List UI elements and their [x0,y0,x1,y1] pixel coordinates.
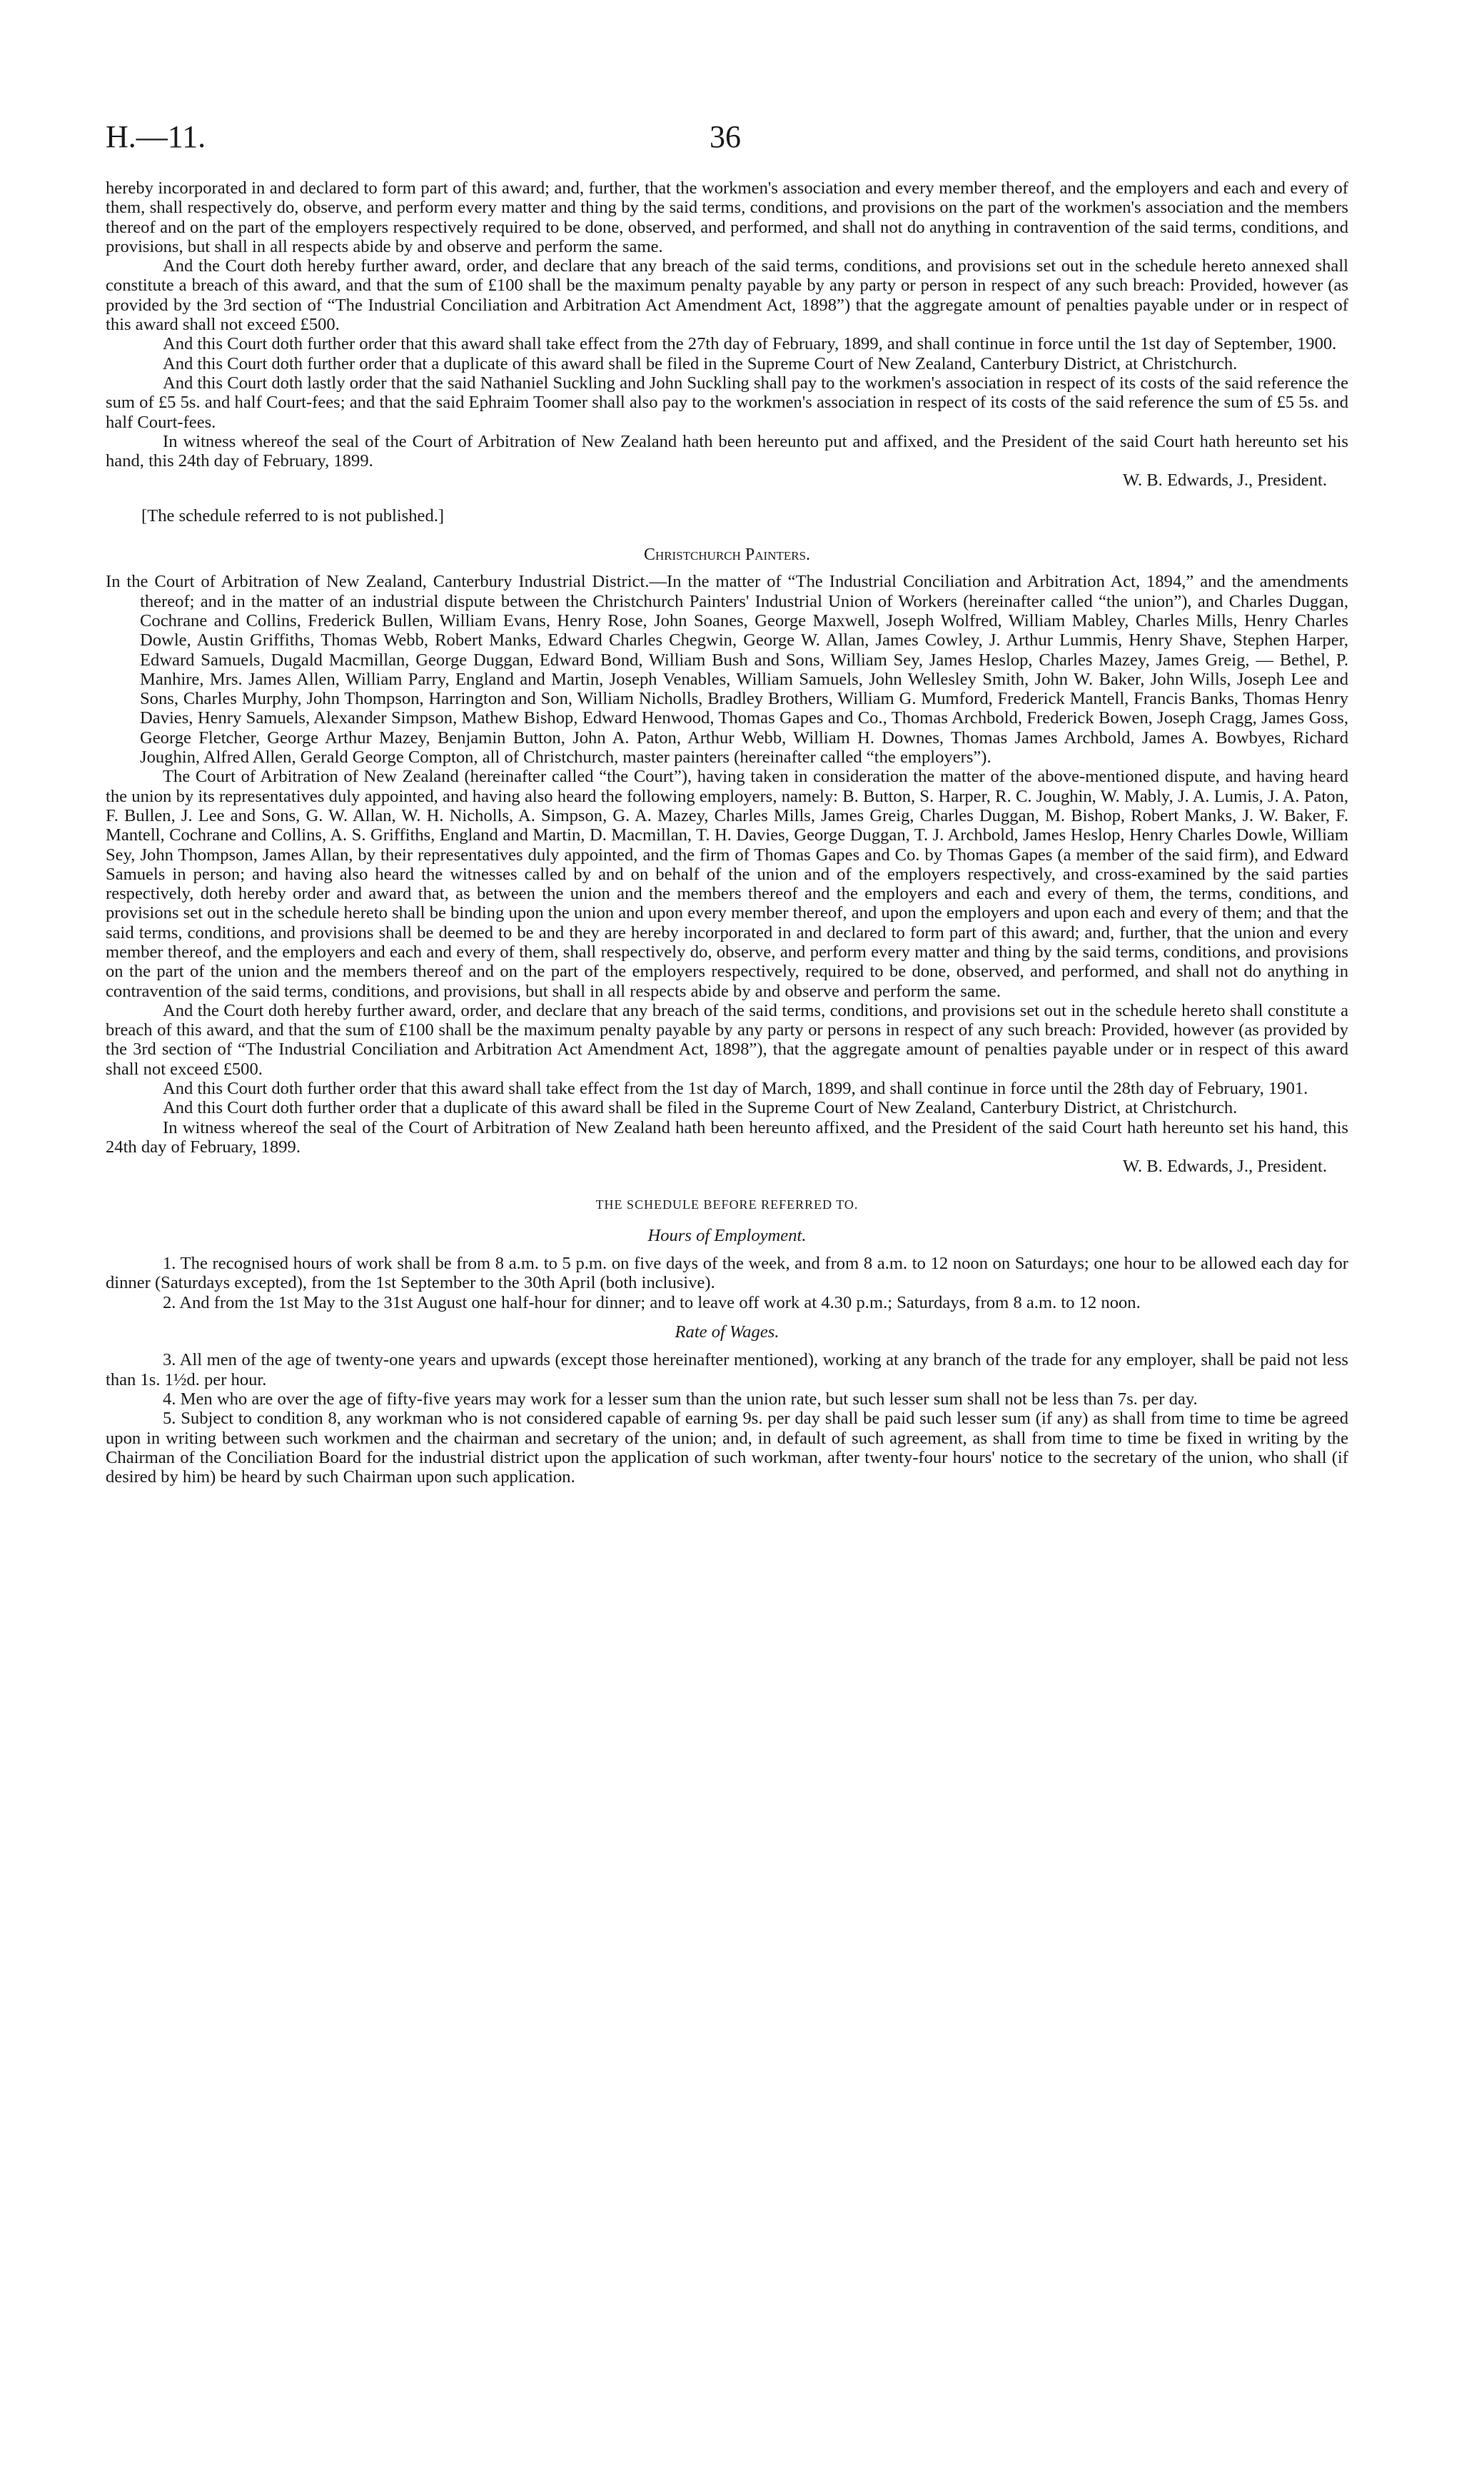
page-header [106,107,1348,178]
schedule-heading: THE SCHEDULE BEFORE REFERRED TO. [595,1197,859,1212]
paragraph-matter: In the Court of Arbitration of New Zealand, Canterbury Industrial District.—In the matter of “The Industrial Conciliation and Arbitration Act, 1894,” and the amendments thereof; and in the matter of an industrial dispute between the Christchurch Painters' Industrial Union of Workers (hereinafter called “the union”), and Charles Duggan, Cochrane and Collins, Frederick Bullen, William Evans, Henry Rose, John Soanes, George Maxwell, Joseph Wolfred, William Mabley, Charles Mills, Henry Charles Dowle, Austin Griffiths, Thomas Webb, Robert Manks, Edward Charles Chegwin, George W. Allan, James Cowley, J. Arthur Lummis, Henry Shave, Stephen Harper, Edward Samuels, Dugald Macmillan, George Duggan, Edward Bond, William Bush and Sons, William Sey, James Heslop, Charles Mazey, James Greig, — Bethel, P. Manhire, Mrs. James Allen, William Parry, England and Martin, Joseph Venables, William Samuels, John Wellesley Smith, John W. Baker, John Wills, Joseph Lee and Sons, Charles Murphy, John Thompson, Harrington and Son, William Nicholls, Bradley Brothers, William G. Mumford, Frederick Mantell, Francis Banks, Thomas Henry Davies, Henry Samuels, Alexander Simpson, Mathew Bishop, Edward Henwood, Thomas Gapes and Co., Thomas Archbold, Frederick Bowen, Joseph Cragg, James Goss, George Fletcher, George Arthur Mazey, Benjamin Button, John A. Paton, Arthur Webb, William H. Downes, Thomas James Archbold, James A. Bowbyes, Richard Joughin, Alfred Allen, Gerald George Compton, all of Christchurch, master painters (hereinafter called “the employers”). [106,572,1348,768]
schedule-note: [The schedule referred to is not published.] [141,506,445,526]
paragraph-duplicate-2: And this Court doth further order that a duplicate of this award shall be filed in the Supreme Court of New Zealand, Canterbury District, at Christchurch. [163,1098,1238,1118]
paragraph-witness: In witness whereof the seal of the Court of Arbitration of New Zealand hath been hereunto put and affixed, and the President of the said Court hath hereunto set his hand, this 24th day of February, 1899. [106,431,1348,471]
section-heading: Christchurch Painters. [643,545,811,565]
paragraph-court-award: The Court of Arbitration of New Zealand (hereinafter called “the Court”), having taken in consideration the matter of the above-mentioned dispute, and having heard the union by its representatives duly appointed, and having also heard the following employers, namely: B. Button, S. Harper, R. C. Joughin, W. Mably, J. A. Lumis, J. A. Paton, F. Bullen, J. Lee and Sons, G. W. Allan, W. H. Nicholls, A. Simpson, G. A. Mazey, Charles Mills, James Greig, Charles Duggan, M. Bishop, Robert Manks, J. W. Baker, F. Mantell, Cochrane and Collins, A. S. Griffiths, England and Martin, D. Macmillan, T. H. Davies, George Duggan, T. J. Archbold, James Heslop, Henry Charles Dowle, William Sey, John Thompson, James Allan, by their representatives duly appointed, and the firm of Thomas Gapes and Co. by Thomas Gapes (a member of the said firm), and Edward Samuels in person; and having also heard the witnesses called by and on behalf of the union and of the employers respectively, and cross-examined by the said parties respectively, doth hereby order and award that, as between the union and the members thereof and the employers and each and every of them, the terms, conditions, and provisions set out in the schedule hereto shall be binding upon the union and upon every member thereof, and upon the employers and upon each and every of them; and that the said terms, conditions, and provisions shall be deemed to be and they are hereby incorporated in and declared to form part of this award; and, further, that the union and every member thereof, and the employers and each and every of them, shall respectively do, observe, and perform every matter and thing by the said terms, conditions, and provisions on the part of the union and the members thereof and on the part of the employers respectively, required to be done, observed, and performed, and shall not do anything in contravention of the said terms, conditions, and provisions, but shall in all respects abide by and observe and perform the same. [106,767,1348,1001]
paragraph-continuation: hereby incorporated in and declared to form part of this award; and, further, that the workmen's association and every member thereof, and the employers and each and every of them, shall respectively do, observe, and perform every matter and thing by the said terms, conditions, and provisions on the part of the workmen's association and the members thereof and on the part of the employers respectively required to be done, observed, and performed, and shall not do anything in contravention of the said terms, conditions, and provisions, but shall in all respects abide by and observe and perform the same. [106,178,1348,256]
hours-heading: Hours of Employment. [647,1225,807,1245]
condition-4: 4. Men who are over the age of fifty-five years may work for a lesser sum than the union rate, but such lesser sum shall not be less than 7s. per day. [163,1389,1198,1409]
condition-2: 2. And from the 1st May to the 31st August one half-hour for dinner; and to leave off work at 4.30 p.m.; Saturdays, from 8 a.m. to 12 noon. [163,1292,1141,1312]
paragraph-costs: And this Court doth lastly order that the said Nathaniel Suckling and John Suckling shall pay to the workmen's association in respect of its costs of the said reference the sum of £5 5s. and half Court-fees; and that the said Ephraim Toomer shall also pay to the workmen's association in respect of its costs of the said reference the sum of £5 5s. and half Court-fees. [106,373,1348,432]
paragraph-duplicate: And this Court doth further order that a duplicate of this award shall be filed in the Supreme Court of New Zealand, Canterbury District, at Christchurch. [163,353,1238,373]
paragraph-witness-2: In witness whereof the seal of the Court of Arbitration of New Zealand hath been hereunto affixed, and the President of the said Court hath hereunto set his hand, this 24th day of February, 1899. [106,1117,1348,1157]
page-number: 36 [710,119,741,154]
paper-reference: H.—11. [106,119,206,154]
president-signature: W. B. Edwards, J., President. [1123,471,1327,491]
condition-5: 5. Subject to condition 8, any workman who is not considered capable of earning 9s. per day shall be paid such lesser sum (if any) as shall from time to time be agreed upon in writing between such workmen and the chairman and secretary of the union; and, in default of such agreement, as shall from time to time be fixed in writing by the Chairman of the Conciliation Board for the industrial district upon the application of such workman, after twenty-four hours' notice to the secretary of the union, who shall (if desired by him) be heard by such Chairman upon such application. [106,1409,1348,1487]
condition-3: 3. All men of the age of twenty-one years and upwards (except those hereinafter mentioned), working at any branch of the trade for any employer, shall be paid not less than 1s. 1½d. per hour. [106,1350,1348,1389]
paragraph-effect-2: And this Court doth further order that this award shall take effect from the 1st day of March, 1899, and shall continue in force until the 28th day of February, 1901. [163,1079,1308,1099]
paragraph-penalty-2: And the Court doth hereby further award, order, and declare that any breach of the said terms, conditions, and provisions set out in the schedule hereto shall constitute a breach of this award, and that the sum of £100 shall be the maximum penalty payable by any party or persons in respect of any such breach: Provided, however (as provided by the 3rd section of “The Industrial Conciliation and Arbitration Act Amendment Act, 1898”), that the aggregate amount of penalties payable under or in respect of this award shall not exceed £500. [106,1000,1348,1079]
paragraph-effect: And this Court doth further order that this award shall take effect from the 27th day of February, 1899, and shall continue in force until the 1st day of September, 1900. [163,334,1337,354]
award-text [106,178,1348,1487]
condition-1: 1. The recognised hours of work shall be from 8 a.m. to 5 p.m. on five days of the week, and from 8 a.m. to 12 noon on Saturdays; one hour to be allowed each day for dinner (Saturdays excepted), from the 1st September to the 30th April (both inclusive). [106,1254,1348,1293]
president-signature-2: W. B. Edwards, J., President. [1123,1157,1327,1177]
wages-heading: Rate of Wages. [675,1322,779,1342]
paragraph-penalty: And the Court doth hereby further award, order, and declare that any breach of the said terms, conditions, and provisions set out in the schedule hereto annexed shall constitute a breach of this award, and that the sum of £100 shall be the maximum penalty payable by any party or person in respect of any such breach: Provided, however (as provided by the 3rd section of “The Industrial Conciliation and Arbitration Act Amendment Act, 1898”) that the aggregate amount of penalties payable under or in respect of this award shall not exceed £500. [106,256,1348,335]
